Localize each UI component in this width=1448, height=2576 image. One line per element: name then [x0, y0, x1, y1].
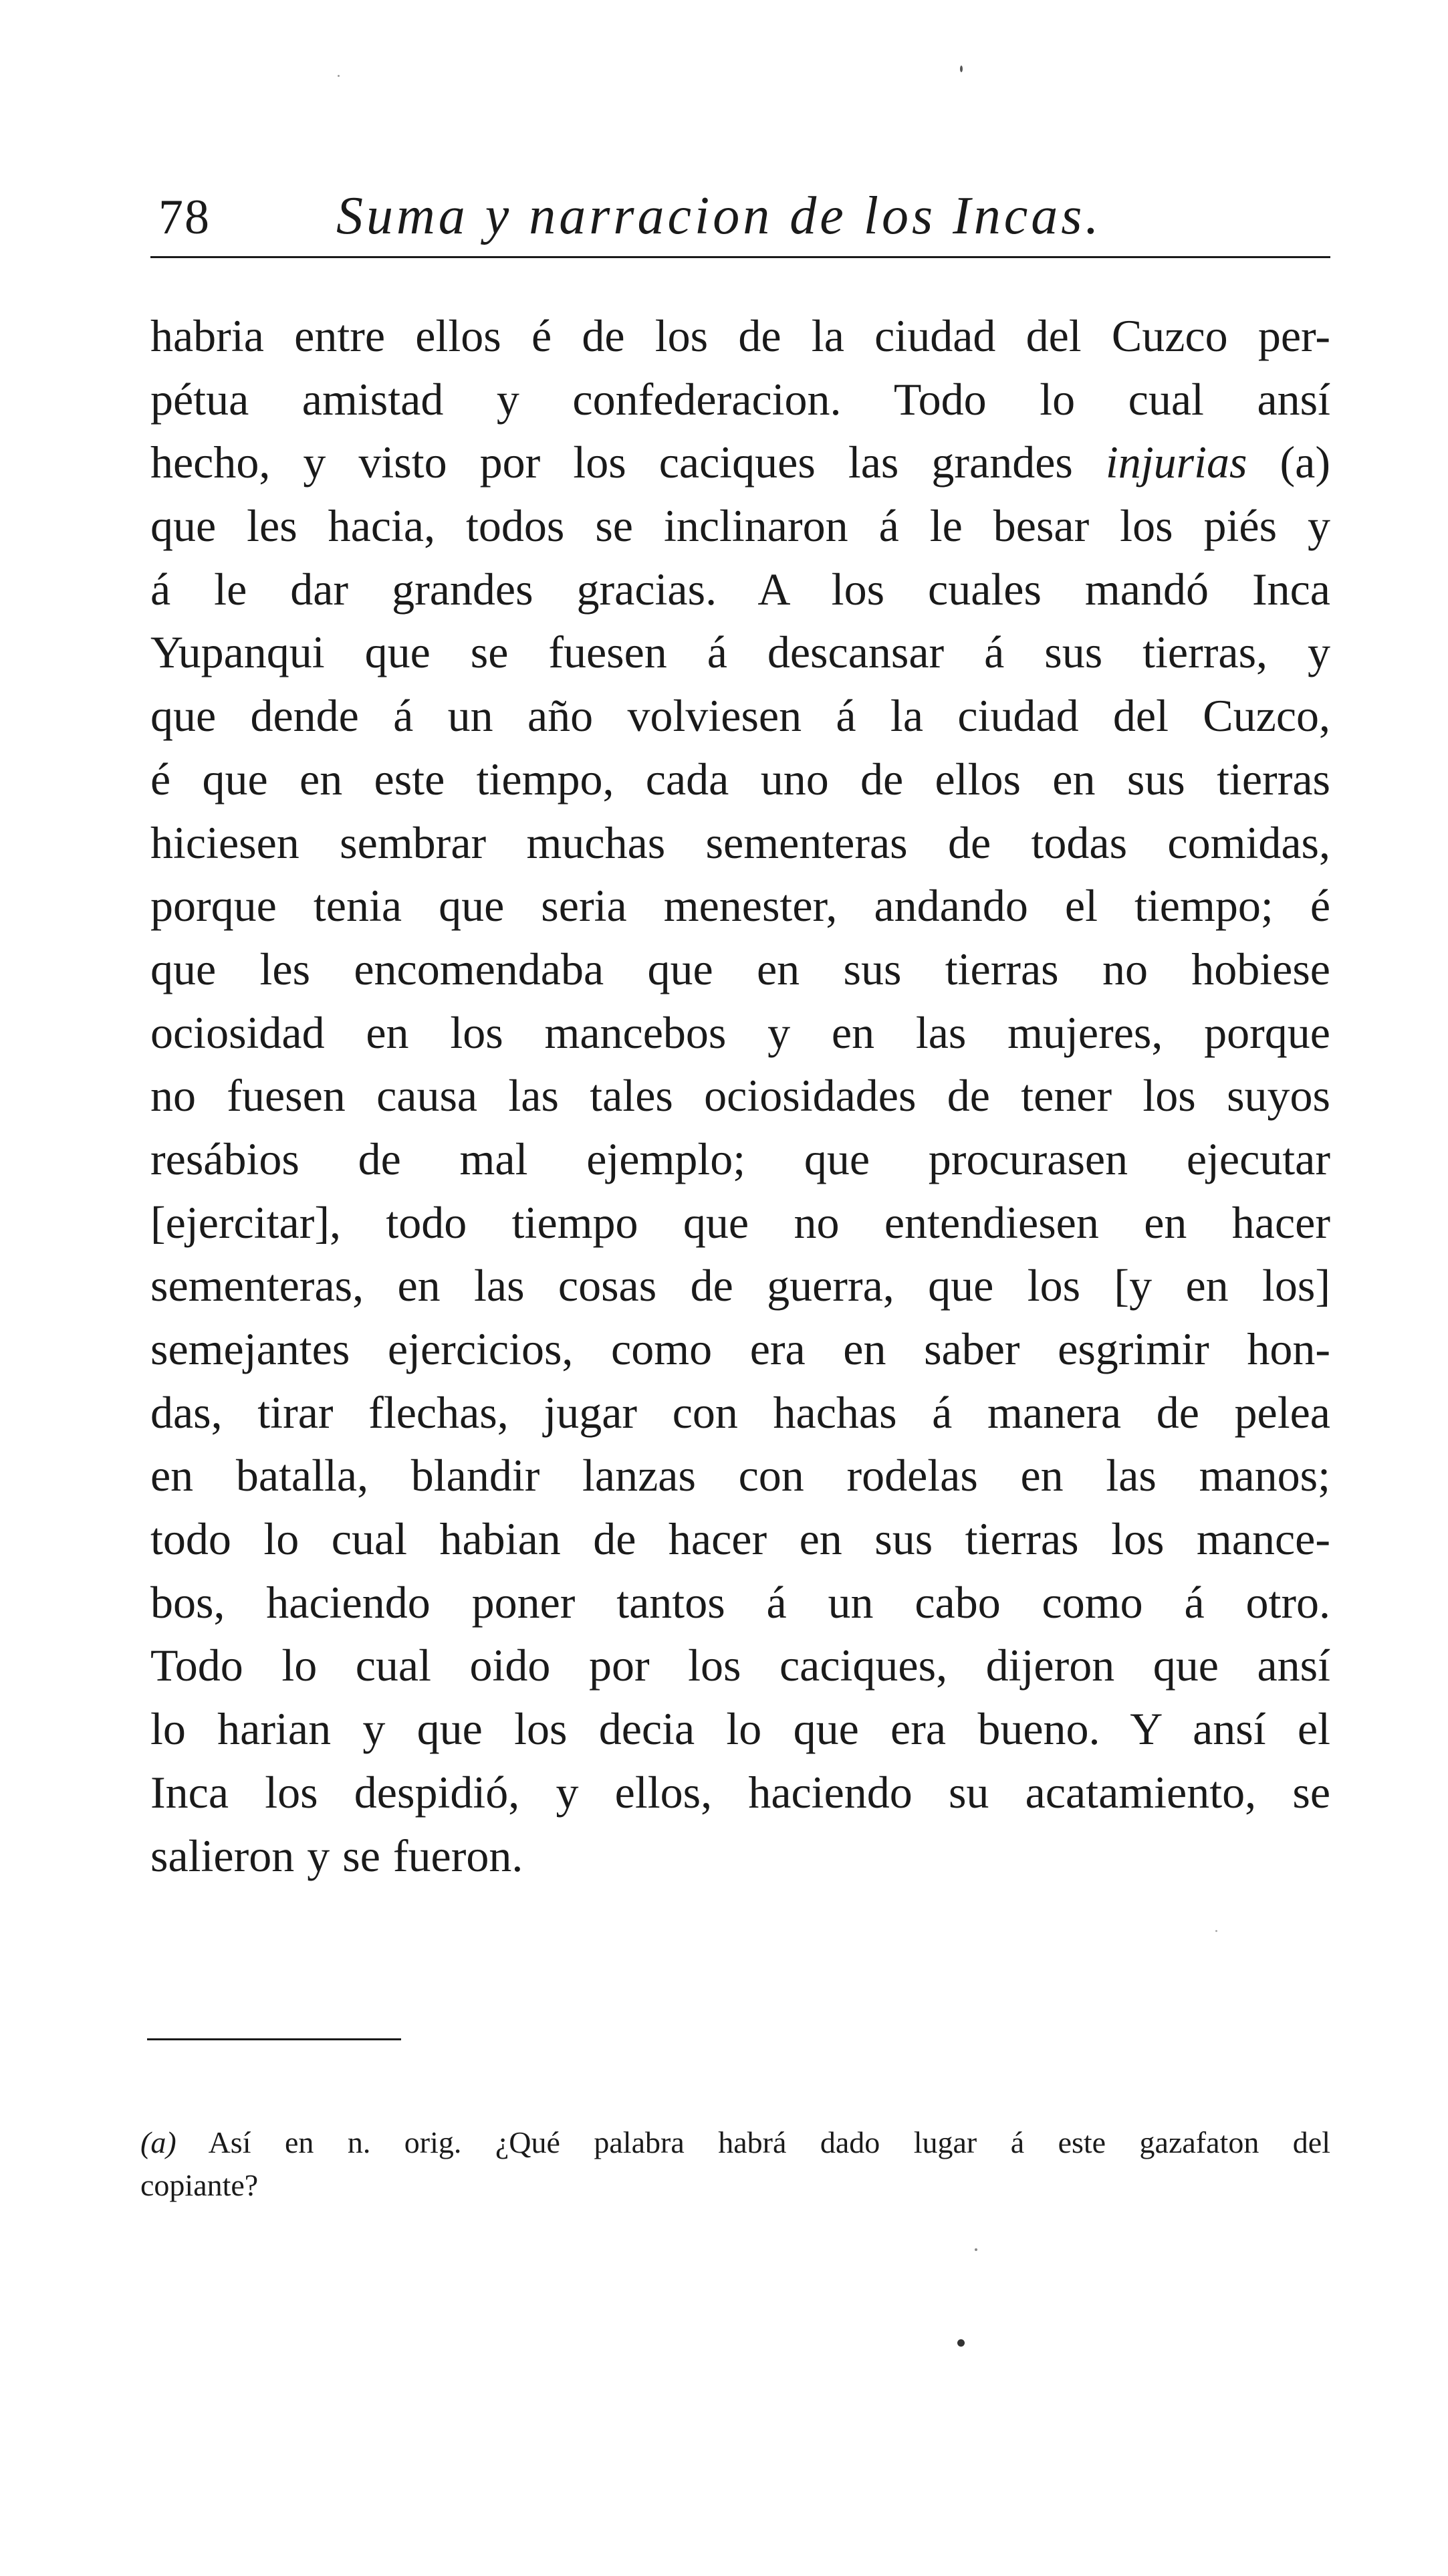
- text-line: bos, haciendo poner tantos á un cabo como á otro.: [150, 1576, 1330, 1628]
- text-line: Todo lo cual oido por los caciques, dijeron que ansí: [150, 1640, 1330, 1691]
- note-reference: (a): [1280, 437, 1331, 488]
- text-line: porque tenia que seria menester, andando el tiempo; é: [150, 880, 1330, 932]
- text-line: á le dar grandes gracias. A los cuales mandó Inca: [150, 563, 1330, 615]
- text-line: todo lo cual habian de hacer en sus tierras los mance-: [150, 1513, 1330, 1565]
- text-line: ociosidad en los mancebos y en las mujeres, porque: [150, 1006, 1330, 1058]
- text-line: é que en este tiempo, cada uno de ellos en sus tierras: [150, 753, 1330, 804]
- page-header: [150, 171, 1330, 264]
- text-line: no fuesen causa las tales ociosidades de tener los suyos: [150, 1070, 1330, 1121]
- text-line: en batalla, blandir lanzas con rodelas en las manos;: [150, 1450, 1330, 1501]
- page-number: 78: [158, 190, 211, 245]
- footnote-line: copiante?: [140, 2168, 259, 2202]
- text-line: sementeras, en las cosas de guerra, que los [y en los]: [150, 1260, 1330, 1311]
- ink-speck: [1215, 1930, 1217, 1932]
- text-line: [150, 431, 1330, 494]
- text-line: lo harian y que los decia lo que era bueno. Y ansí el: [150, 1703, 1330, 1755]
- footnote-text: Así en n. orig. ¿Qué palabra habrá dado lugar á este gazafaton del: [208, 2125, 1330, 2159]
- text-line: Inca los despidió, y ellos, haciendo su acatamiento, se: [150, 1766, 1330, 1818]
- text-line: hiciesen sembrar muchas sementeras de todas comidas,: [150, 817, 1330, 868]
- text-line-start: hecho, y visto por los caciques las grandes: [150, 437, 1073, 488]
- text-line: semejantes ejercicios, como era en saber esgrimir hon-: [150, 1323, 1330, 1374]
- footnote-marker: (a): [140, 2125, 176, 2159]
- footnote: [140, 2121, 1330, 2207]
- text-line: pétua amistad y confederacion. Todo lo cual ansí: [150, 373, 1330, 425]
- footnote-line: [140, 2121, 1330, 2164]
- ink-speck: [338, 75, 340, 77]
- body-text: [150, 304, 1330, 1887]
- text-line: que les hacia, todos se inclinaron á le besar los piés y: [150, 500, 1330, 552]
- text-line: que les encomendaba que en sus tierras no hobiese: [150, 943, 1330, 994]
- header-rule: [150, 256, 1330, 258]
- text-line: [ejercitar], todo tiempo que no entendiesen en hacer: [150, 1196, 1330, 1248]
- text-line: Yupanqui que se fuesen á descansar á sus tierras, y: [150, 627, 1330, 678]
- ink-speck: [960, 66, 963, 72]
- emphasis-word: injurias: [1105, 437, 1247, 488]
- text-line: salieron y se fueron.: [150, 1830, 523, 1881]
- text-line: das, tirar flechas, jugar con hachas á manera de pelea: [150, 1386, 1330, 1438]
- running-title: Suma y narracion de los Incas.: [336, 187, 1102, 245]
- footnote-rule: [147, 2038, 401, 2040]
- text-line: habria entre ellos é de los de la ciudad del Cuzco per-: [150, 310, 1330, 361]
- ink-speck: [957, 2339, 965, 2347]
- text-line: que dende á un año volviesen á la ciudad del Cuzco,: [150, 690, 1330, 742]
- text-line: resábios de mal ejemplo; que procurasen ejecutar: [150, 1133, 1330, 1184]
- ink-speck: [975, 2248, 977, 2251]
